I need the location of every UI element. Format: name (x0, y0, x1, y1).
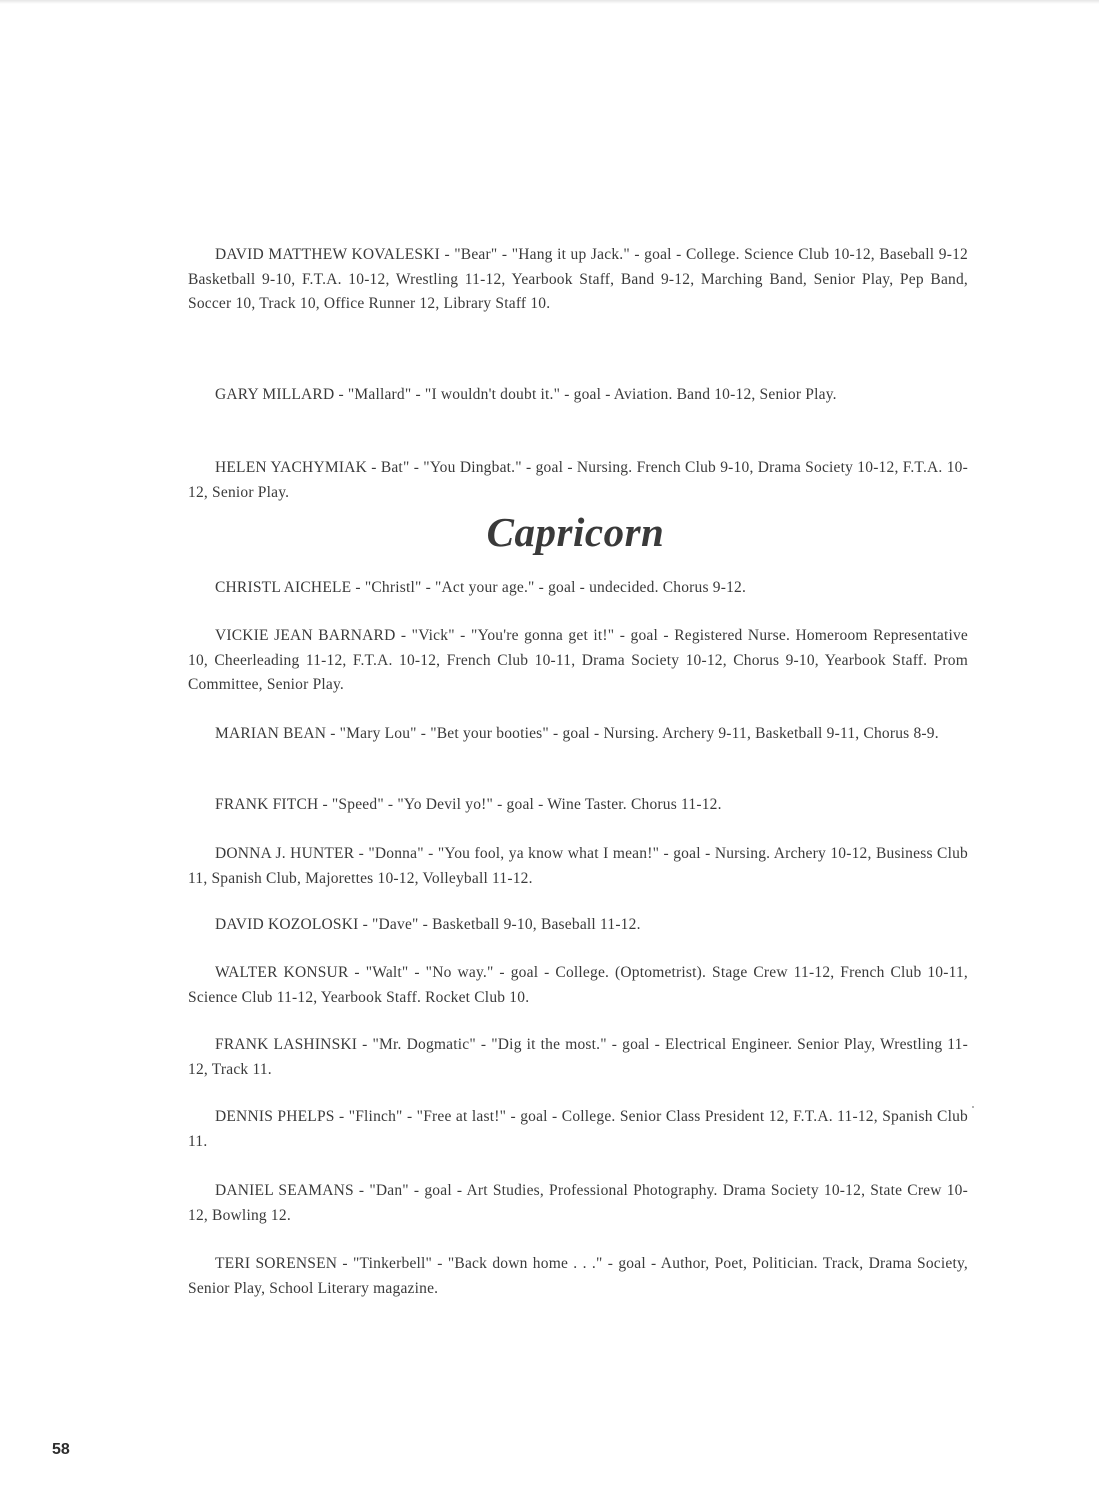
senior-entry-bean: MARIAN BEAN - "Mary Lou" - "Bet your booties" - goal - Nursing. Archery 9-11, Basketball 9-11, Chorus 8-9. (215, 725, 939, 742)
senior-entry-kozoloski: DAVID KOZOLOSKI - "Dave" - Basketball 9-10, Baseball 11-12. (215, 916, 641, 933)
senior-entry-phelps: DENNIS PHELPS - "Flinch" - "Free at last!" - goal - College. Senior Class President 12, F.T.A. 11-12, Spanish Club 11. (188, 1108, 968, 1150)
senior-entry-yachymiak: HELEN YACHYMIAK - Bat" - "You Dingbat." - goal - Nursing. French Club 9-10, Drama Society 10-12, F.T.A. 10-12, Senior Play. (188, 459, 968, 501)
senior-entry-barnard: VICKIE JEAN BARNARD - "Vick" - "You're gonna get it!" - goal - Registered Nurse. Homeroom Representative 10, Cheerleading 11-12, F.T.A. 10-12, French Club 10-11, Drama Society 10-12, Chorus 9-10, Yearbook Staff. Prom Committee, Senior Play. (188, 627, 968, 693)
senior-entry-hunter: DONNA J. HUNTER - "Donna" - "You fool, ya know what I mean!" - goal - Nursing. Archery 10-12, Business Club 11, Spanish Club, Majorettes 10-12, Volleyball 11-12. (188, 845, 968, 887)
print-speck (972, 1106, 974, 1108)
senior-entry-fitch: FRANK FITCH - "Speed" - "Yo Devil yo!" - goal - Wine Taster. Chorus 11-12. (215, 796, 722, 813)
page-number: 58 (52, 1441, 70, 1458)
page-top-edge (0, 0, 1099, 4)
senior-entry-konsur: WALTER KONSUR - "Walt" - "No way." - goal - College. (Optometrist). Stage Crew 11-12, French Club 10-11, Science Club 11-12, Yearbook Staff. Rocket Club 10. (188, 964, 968, 1006)
senior-entry-millard: GARY MILLARD - "Mallard" - "I wouldn't doubt it." - goal - Aviation. Band 10-12, Senior Play. (215, 386, 837, 403)
senior-entry-kovaleski: DAVID MATTHEW KOVALESKI - "Bear" - "Hang it up Jack." - goal - College. Science Club 10-12, Baseball 9-12 Basketball 9-10, F.T.A. 10-12, Wrestling 11-12, Yearbook Staff, Band 9-12, Marching Band, Senior Play, Pep Band, Soccer 10, Track 10, Office Runner 12, Library Staff 10. (188, 246, 968, 312)
section-heading-capricorn: Capricorn (486, 509, 665, 555)
senior-entry-lashinski: FRANK LASHINSKI - "Mr. Dogmatic" - "Dig it the most." - goal - Electrical Engineer. Senior Play, Wrestling 11-12, Track 11. (188, 1036, 968, 1078)
senior-entry-sorensen: TERI SORENSEN - "Tinkerbell" - "Back down home . . ." - goal - Author, Poet, Politician. Track, Drama Society, Senior Play, School Literary magazine. (188, 1255, 968, 1297)
senior-entry-seamans: DANIEL SEAMANS - "Dan" - goal - Art Studies, Professional Photography. Drama Society 10-12, State Crew 10-12, Bowling 12. (188, 1182, 968, 1224)
senior-entry-aichele: CHRISTL AICHELE - "Christl" - "Act your age." - goal - undecided. Chorus 9-12. (215, 579, 747, 596)
